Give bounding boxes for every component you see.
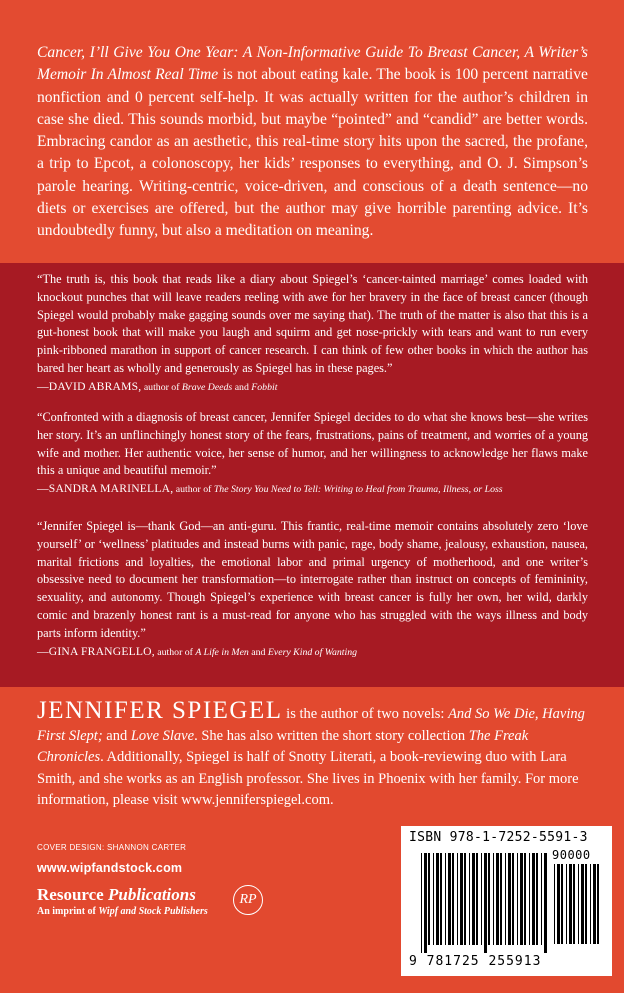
barcode-bar bbox=[581, 864, 584, 944]
author-name: JENNIFER SPIEGEL bbox=[37, 697, 283, 724]
blurb-section bbox=[0, 0, 624, 263]
cover-credits bbox=[37, 843, 186, 875]
quote-text: “Confronted with a diagnosis of breast cancer, Jennifer Spiegel decides to do what she knows best—she writes her story. It’s an unflinchingly honest story of the fears, frustrations, pains of treatment, and worries of a young wife and mother. Her authentic voice, her sense of humor, and her willingness to acknowledge her flaws make this a unique and beautiful memoir.” bbox=[37, 410, 588, 478]
description-text: is not about eating kale. The book is 100 percent narrative nonfiction and 0 percent self-help. It was actually written for the author’s children in case she died. This sounds morbid, but maybe “pointed” and “candid” are better words. Embracing candor as an aesthetic, this real-time story hits upon the sacred, the profane, a trip to Epcot, a colonoscopy, her kids’ responses to everything, and O. J. Simpson’s parole hearing. Writing-centric, voice-driven, and conscious of a death sentence—no diets or exercises are offered, but the author may give horrible parenting advice. It’s undoubtedly funny, but also a meditation on meaning. bbox=[37, 66, 588, 240]
barcode-bar bbox=[557, 864, 560, 944]
barcode-bar bbox=[561, 864, 563, 944]
barcode-bar bbox=[457, 853, 458, 945]
price-addon-number: 90000 bbox=[552, 848, 591, 862]
barcode-bar bbox=[500, 853, 502, 945]
barcode-bar bbox=[520, 853, 523, 945]
barcode-digits: 9 781725 255913 bbox=[409, 954, 542, 969]
quote-attribution: —GINA FRANGELLO, author of A Life in Men and Every Kind of Wanting bbox=[37, 644, 358, 658]
quote-text: “The truth is, this book that reads like a diary about Spiegel’s ‘cancer-tainted marriage’ comes loaded with knockout punches that will leave readers reeling with awe for her bravery in the face of breast cancer (though Spiegel would probably make gagging sounds over me saying that). The truth of the matter is also that this is a gut-honest book that will make you laugh and squirm and get nose-prickly with tears and want to run every pink-ribboned marathon in support of cancer research. I can think of few other books in which the author has bared her heart as wholly and generously as Spiegel has in these pages.” bbox=[37, 272, 588, 375]
barcode-bar bbox=[421, 853, 422, 953]
cover-design-credit: COVER DESIGN: SHANNON CARTER bbox=[37, 843, 187, 852]
barcode-bar bbox=[569, 864, 572, 944]
barcode-bar bbox=[529, 853, 530, 945]
barcode-bar bbox=[541, 853, 542, 945]
barcode-bar bbox=[536, 853, 538, 945]
barcode-bar bbox=[440, 853, 442, 945]
barcode-bar bbox=[488, 853, 490, 945]
barcode-bar bbox=[517, 853, 518, 945]
book-title: Cancer, I’ll Give You One Year: A Non-Informative Guide To Breast Cancer, A Writer’s Memoir In Almost Real Time bbox=[37, 44, 588, 84]
barcode-bar bbox=[573, 864, 575, 944]
barcode-bar bbox=[554, 864, 555, 944]
publisher-imprint: An imprint of Wipf and Stock Publishers bbox=[37, 906, 208, 917]
quote-attribution: —DAVID ABRAMS, author of Brave Deeds and Fobbit bbox=[37, 379, 278, 393]
barcode-bar bbox=[460, 853, 463, 945]
barcode-bar bbox=[452, 853, 454, 945]
praise-quote-frangello bbox=[37, 518, 588, 662]
isbn-number: ISBN 978-1-7252-5591-3 bbox=[409, 830, 588, 845]
barcode-bar bbox=[484, 853, 487, 953]
addon-barcode-bars bbox=[554, 864, 604, 952]
quote-attribution: —SANDRA MARINELLA, author of The Story You Need to Tell: Writing to Heal from Trauma, Illness, or Loss bbox=[37, 482, 503, 496]
barcode-bar bbox=[448, 853, 451, 945]
barcode-bar bbox=[469, 853, 470, 945]
barcode-bar bbox=[445, 853, 446, 945]
book-description bbox=[37, 42, 588, 243]
praise-quote-abrams bbox=[37, 271, 588, 397]
barcode-bar bbox=[544, 853, 547, 953]
publisher-name: Resource Publications bbox=[37, 885, 196, 904]
barcode-bar bbox=[424, 853, 427, 953]
barcode-bars bbox=[421, 853, 547, 953]
barcode-bar bbox=[476, 853, 478, 945]
barcode-bar bbox=[566, 864, 567, 944]
barcode-bar bbox=[597, 864, 599, 944]
barcode-bar bbox=[593, 864, 596, 944]
barcode-bar bbox=[524, 853, 526, 945]
barcode-bar bbox=[512, 853, 514, 945]
barcode-bar bbox=[585, 864, 587, 944]
rp-logo-icon: RP bbox=[233, 885, 263, 915]
quote-text: “Jennifer Spiegel is—thank God—an anti-guru. This frantic, real-time memoir contains absolutely zero ‘love yourself’ or ‘wellness’ platitudes and instead burns with panic, rage, body shame, jealousy, exhaustion, nausea, marital frictions and loyalties, the emotional labor and primal urgency of motherhood, and one writer’s obsessive need to document her transformation—to interrogate rather than instruct on concepts of femininity, sexuality, and autonomy. Though Spiegel’s experience with breast cancer is fully her own, her wild, darkly comic and brazenly honest rant is a must-read for anyone who has struggled with the ways illness and body parts inform identity.” bbox=[37, 519, 588, 640]
barcode-bar bbox=[472, 853, 475, 945]
barcode-bar bbox=[493, 853, 494, 945]
barcode-bar bbox=[590, 864, 591, 944]
barcode-bar bbox=[532, 853, 535, 945]
barcode-bar bbox=[496, 853, 499, 945]
barcode-bar bbox=[481, 853, 482, 945]
praise-section bbox=[0, 263, 624, 687]
barcode-bar bbox=[505, 853, 506, 945]
isbn-barcode bbox=[401, 826, 612, 976]
publisher-website: www.wipfandstock.com bbox=[37, 861, 183, 875]
publisher-logo bbox=[37, 885, 208, 918]
barcode-bar bbox=[433, 853, 434, 945]
barcode-bar bbox=[428, 853, 430, 945]
barcode-bar bbox=[436, 853, 439, 945]
barcode-bar bbox=[578, 864, 579, 944]
barcode-bar bbox=[508, 853, 511, 945]
author-bio: JENNIFER SPIEGEL is the author of two novels: And So We Die, Having First Slept; and Love Slave. She has also written the short story collection The Freak Chronicles. Additionally, Spiegel is half of Snotty Literati, a book-reviewing duo with Lara Smith, and she works as an English professor. She lives in Phoenix with her family. For more information, please visit www.jenniferspiegel.com. bbox=[37, 697, 585, 808]
barcode-bar bbox=[464, 853, 466, 945]
praise-quote-marinella bbox=[37, 409, 588, 499]
